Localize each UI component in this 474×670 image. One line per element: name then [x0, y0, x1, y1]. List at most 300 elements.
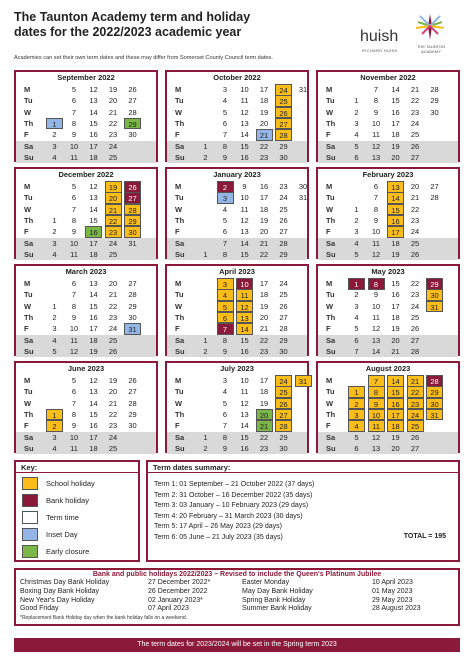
week-row [167, 289, 307, 301]
date-cell: 25 [108, 443, 118, 453]
day-label: F [24, 421, 29, 431]
week-row [318, 375, 458, 387]
day-label: Sa [326, 141, 336, 151]
academy-crest-icon [414, 12, 446, 42]
day-label: F [175, 324, 180, 334]
date-cell: 29 [426, 278, 443, 290]
date-cell: 27 [128, 279, 137, 288]
day-label: Th [326, 312, 336, 322]
term-line: Term 1: 01 September – 21 October 2022 (37 days) [154, 481, 315, 488]
date-cell: 20 [108, 279, 118, 288]
date-cell: 17 [259, 279, 269, 288]
date-cell: 3 [52, 324, 57, 334]
date-cell: 19 [105, 181, 122, 193]
day-label: F [326, 227, 331, 237]
day-label: Su [175, 152, 185, 162]
day-label: Tu [326, 387, 335, 397]
date-cell: 16 [387, 398, 404, 410]
week-row [318, 249, 458, 261]
date-cell: 6 [222, 118, 228, 128]
date-cell: 28 [124, 204, 141, 216]
date-cell: 24 [108, 141, 118, 151]
academy-logo-text: THE TAUNTON ACADEMY [416, 44, 445, 54]
week-row [167, 215, 307, 227]
week-row [167, 249, 307, 261]
date-cell: 26 [279, 301, 288, 311]
date-cell: 24 [108, 432, 118, 442]
date-cell: 19 [259, 398, 269, 408]
date-cell: 14 [240, 130, 249, 140]
date-cell: 26 [275, 107, 292, 119]
date-cell: 5 [354, 249, 359, 259]
date-cell: 21 [259, 324, 269, 334]
week-row [16, 301, 156, 313]
key-swatch [22, 494, 38, 507]
day-label: Sa [175, 432, 185, 442]
date-cell: 11 [240, 387, 249, 397]
date-cell: 6 [71, 387, 77, 397]
date-cell: 8 [373, 96, 379, 106]
day-label: M [175, 376, 182, 385]
key-swatch [22, 511, 38, 524]
day-label: M [24, 376, 31, 385]
date-cell: 26 [128, 85, 137, 94]
date-cell: 29 [426, 386, 443, 398]
date-cell: 10 [69, 432, 79, 442]
month-april-2023 [165, 264, 309, 356]
date-cell: 6 [354, 443, 359, 453]
date-cell: 25 [279, 204, 288, 214]
day-label: W [326, 301, 334, 311]
date-cell: 5 [222, 107, 228, 117]
day-label: W [326, 204, 334, 214]
date-cell: 26 [275, 398, 292, 410]
date-cell: 10 [371, 301, 381, 311]
date-cell: 18 [391, 238, 400, 248]
date-cell: 14 [387, 192, 404, 204]
date-cell: 26 [410, 141, 420, 151]
date-cell: 19 [108, 376, 118, 385]
date-cell: 9 [71, 421, 77, 431]
day-label: Su [326, 152, 336, 162]
key-item [22, 494, 132, 508]
week-row [16, 386, 156, 398]
date-cell: 14 [391, 85, 400, 94]
date-cell: 25 [108, 249, 118, 259]
week-row [16, 238, 156, 250]
date-cell: 28 [275, 420, 292, 432]
date-cell: 22 [410, 279, 420, 288]
week-row [167, 204, 307, 216]
date-cell: 7 [222, 238, 228, 248]
key-label: Term time [46, 513, 79, 522]
date-cell: 3 [217, 192, 234, 204]
date-cell: 14 [89, 107, 98, 117]
date-cell: 7 [222, 130, 228, 140]
key-label: Early closure [46, 547, 90, 556]
date-cell: 8 [368, 278, 385, 290]
date-cell: 20 [391, 335, 400, 345]
date-cell: 10 [236, 278, 253, 290]
week-row [318, 204, 458, 216]
date-cell: 7 [373, 193, 379, 203]
day-label: Th [326, 215, 336, 225]
day-label: M [175, 182, 182, 191]
month-july-2023 [165, 361, 309, 453]
date-cell: 5 [354, 432, 359, 442]
day-label: Sa [326, 238, 336, 248]
date-cell: 15 [240, 432, 249, 442]
date-cell: 8 [71, 215, 77, 225]
month-title: May 2023 [371, 267, 405, 276]
date-cell: 15 [89, 301, 98, 311]
date-cell: 1 [46, 409, 63, 421]
date-cell: 2 [52, 227, 57, 237]
day-label: W [24, 107, 32, 117]
date-cell: 29 [279, 335, 288, 345]
date-cell: 7 [71, 290, 77, 300]
date-cell: 5 [71, 182, 77, 191]
term-line: Term 6: 05 June – 21 July 2023 (35 days) [154, 533, 283, 541]
date-cell: 31 [295, 375, 312, 387]
week-row [167, 409, 307, 421]
page-title-line2: dates for the 2022/2023 academic year [14, 25, 242, 39]
date-cell: 13 [371, 335, 381, 345]
date-cell: 23 [407, 398, 424, 410]
key-item [22, 511, 132, 525]
date-cell: 31 [426, 409, 443, 421]
date-cell: 31 [426, 301, 443, 313]
day-label: M [175, 85, 182, 94]
month-title: August 2023 [365, 364, 411, 373]
week-row [318, 107, 458, 119]
date-cell: 7 [373, 85, 379, 94]
date-cell: 30 [426, 289, 443, 301]
day-label: Th [175, 118, 185, 128]
date-cell: 18 [89, 335, 98, 345]
day-label: Th [175, 409, 185, 419]
week-row [16, 181, 156, 193]
holiday-name: Easter Monday [242, 579, 290, 586]
date-cell: 15 [387, 204, 404, 216]
date-cell: 9 [222, 443, 228, 453]
date-cell: 12 [371, 141, 381, 151]
date-cell: 1 [203, 432, 208, 442]
key-swatch [22, 477, 38, 490]
term-total: TOTAL = 195 [403, 533, 446, 540]
date-cell: 24 [410, 301, 420, 311]
date-cell: 8 [71, 409, 77, 419]
week-row [318, 95, 458, 107]
day-label: Su [24, 443, 34, 453]
day-label: Tu [24, 96, 33, 106]
day-label: W [326, 398, 334, 408]
week-row [16, 95, 156, 107]
day-label: W [175, 204, 183, 214]
date-cell: 23 [259, 443, 269, 453]
date-cell: 23 [108, 312, 118, 322]
key-item [22, 477, 132, 491]
date-cell: 1 [354, 96, 359, 106]
day-label: M [24, 85, 31, 94]
date-cell: 8 [222, 249, 228, 259]
date-cell: 7 [71, 204, 77, 214]
date-cell: 1 [52, 301, 57, 311]
week-row [318, 443, 458, 455]
date-cell: 11 [372, 312, 380, 322]
day-label: Su [175, 249, 185, 259]
day-label: F [326, 130, 331, 140]
date-cell: 13 [240, 227, 249, 237]
date-cell: 20 [108, 387, 118, 397]
holiday-date: 29 May 2023 [372, 596, 413, 604]
date-cell: 12 [236, 301, 253, 313]
date-cell: 17 [387, 409, 404, 421]
date-cell: 20 [108, 96, 118, 106]
date-cell: 5 [354, 324, 359, 334]
month-title: June 2023 [67, 364, 105, 373]
day-label: Su [326, 443, 336, 453]
date-cell: 25 [108, 335, 118, 345]
date-cell: 16 [89, 312, 98, 322]
date-cell: 18 [89, 443, 98, 453]
date-cell: 12 [371, 432, 381, 442]
week-row [318, 141, 458, 153]
date-cell: 2 [354, 215, 359, 225]
week-row [318, 278, 458, 290]
date-cell: 27 [128, 387, 137, 397]
date-cell: 26 [128, 376, 137, 385]
date-cell: 13 [371, 152, 381, 162]
date-cell: 28 [430, 193, 439, 203]
term-line: Term 4: 20 February – 31 March 2023 (30 days) [154, 512, 303, 520]
day-label: M [326, 85, 333, 94]
date-cell: 13 [371, 443, 381, 453]
day-label: W [175, 398, 183, 408]
date-cell: 21 [105, 204, 122, 216]
week-row [167, 335, 307, 347]
month-title: October 2022 [213, 73, 261, 82]
date-cell: 10 [240, 376, 249, 385]
week-row [16, 141, 156, 153]
day-label: Th [24, 215, 34, 225]
month-march-2023 [14, 264, 158, 356]
date-cell: 10 [368, 409, 385, 421]
week-row [318, 215, 458, 227]
date-cell: 4 [52, 249, 57, 259]
week-row [318, 301, 458, 313]
date-cell: 25 [410, 130, 420, 140]
holiday-name: Boxing Day Bank Holiday [20, 587, 99, 595]
month-title: July 2023 [220, 364, 254, 373]
day-label: Th [175, 215, 185, 225]
date-cell: 12 [69, 346, 79, 356]
date-cell: 14 [236, 323, 253, 335]
date-cell: 22 [410, 96, 420, 106]
date-cell: 22 [259, 141, 269, 151]
week-row [318, 84, 458, 96]
week-row [167, 312, 307, 324]
date-cell: 30 [279, 152, 288, 162]
week-row [167, 346, 307, 358]
date-cell: 13 [89, 387, 98, 397]
date-cell: 23 [279, 182, 288, 191]
day-label: F [175, 227, 180, 237]
date-cell: 11 [372, 238, 380, 248]
date-cell: 15 [391, 96, 400, 106]
week-row [167, 129, 307, 141]
week-row [16, 335, 156, 347]
date-cell: 24 [108, 238, 118, 248]
month-june-2023 [14, 361, 158, 453]
date-cell: 18 [387, 420, 404, 432]
date-cell: 9 [71, 312, 77, 322]
week-row [167, 152, 307, 164]
key-box [14, 460, 140, 562]
date-cell: 13 [89, 193, 98, 203]
week-row [167, 398, 307, 410]
month-title: November 2022 [360, 73, 416, 82]
date-cell: 11 [70, 335, 78, 345]
key-swatch [22, 528, 38, 541]
date-cell: 24 [108, 324, 118, 334]
date-cell: 29 [430, 96, 439, 106]
holiday-date: 10 April 2023 [372, 579, 413, 586]
date-cell: 14 [89, 204, 98, 214]
day-label: F [24, 324, 29, 334]
date-cell: 9 [71, 227, 77, 237]
date-cell: 31 [124, 323, 141, 335]
day-label: W [326, 107, 334, 117]
date-cell: 3 [222, 376, 228, 385]
date-cell: 28 [128, 107, 137, 117]
date-cell: 15 [89, 118, 98, 128]
date-cell: 19 [108, 85, 118, 94]
date-cell: 27 [279, 227, 288, 237]
date-cell: 27 [124, 192, 141, 204]
date-cell: 21 [259, 238, 269, 248]
day-label: Su [175, 443, 185, 453]
date-cell: 5 [52, 346, 57, 356]
date-cell: 13 [89, 279, 98, 288]
date-cell: 5 [222, 215, 228, 225]
date-cell: 1 [203, 335, 208, 345]
week-row [16, 152, 156, 164]
date-cell: 18 [89, 152, 98, 162]
date-cell: 20 [391, 443, 400, 453]
date-cell: 20 [391, 152, 400, 162]
week-row [318, 118, 458, 130]
day-label: F [175, 130, 180, 140]
page-title-line1: The Taunton Academy term and holiday [14, 10, 251, 24]
day-label: F [326, 324, 331, 334]
holiday-name: Summer Bank Holiday [242, 605, 312, 613]
month-title: March 2023 [65, 267, 107, 276]
date-cell: 5 [222, 398, 228, 408]
holiday-name: New Year's Day Holiday [20, 596, 95, 604]
day-label: M [326, 376, 333, 385]
date-cell: 28 [128, 398, 137, 408]
week-row [167, 226, 307, 238]
date-cell: 20 [105, 192, 122, 204]
key-item [22, 545, 132, 559]
date-cell: 28 [426, 375, 443, 387]
date-cell: 4 [354, 238, 359, 248]
date-cell: 19 [391, 432, 400, 442]
date-cell: 31 [128, 238, 137, 248]
date-cell: 30 [128, 421, 137, 431]
day-label: F [175, 421, 180, 431]
holiday-date: 27 December 2022* [148, 579, 211, 586]
date-cell: 16 [391, 290, 400, 300]
week-row [318, 335, 458, 347]
date-cell: 22 [259, 335, 269, 345]
date-cell: 24 [275, 84, 292, 96]
date-cell: 21 [407, 375, 424, 387]
day-label: Su [24, 249, 34, 259]
week-row [167, 238, 307, 250]
date-cell: 8 [368, 386, 385, 398]
week-row [167, 375, 307, 387]
date-cell: 22 [410, 204, 420, 214]
date-cell: 5 [354, 141, 359, 151]
week-row [16, 118, 156, 130]
date-cell: 12 [371, 249, 381, 259]
date-cell: 16 [259, 182, 269, 191]
date-cell: 21 [391, 346, 400, 356]
day-label: M [24, 182, 31, 191]
calendar-grid [14, 70, 460, 454]
date-cell: 8 [373, 204, 379, 214]
week-row [167, 181, 307, 193]
date-cell: 19 [259, 215, 269, 225]
day-label: M [326, 182, 333, 191]
date-cell: 26 [410, 249, 420, 259]
date-cell: 21 [108, 290, 118, 300]
key-label: Bank holiday [46, 496, 89, 505]
date-cell: 6 [373, 182, 379, 191]
key-heading: Key: [16, 462, 138, 473]
date-cell: 28 [279, 324, 288, 334]
date-cell: 12 [371, 324, 381, 334]
date-cell: 9 [222, 152, 228, 162]
day-label: W [24, 301, 32, 311]
date-cell: 18 [259, 290, 269, 300]
date-cell: 18 [259, 96, 269, 106]
term-summary-heading: Term dates summary: [148, 462, 458, 473]
date-cell: 22 [407, 386, 424, 398]
date-cell: 6 [71, 279, 77, 288]
week-row [318, 289, 458, 301]
date-cell: 29 [124, 118, 141, 130]
date-cell: 19 [391, 249, 400, 259]
day-label: Su [326, 346, 336, 356]
day-label: Sa [24, 432, 34, 442]
day-label: Su [175, 346, 185, 356]
date-cell: 25 [275, 386, 292, 398]
date-cell: 28 [279, 238, 288, 248]
date-cell: 27 [430, 182, 439, 191]
date-cell: 27 [279, 312, 288, 322]
date-cell: 13 [240, 118, 249, 128]
day-label: Tu [175, 387, 184, 397]
week-row [167, 141, 307, 153]
holiday-name: Spring Bank Holiday [242, 596, 306, 604]
date-cell: 16 [240, 346, 249, 356]
date-cell: 3 [52, 238, 57, 248]
date-cell: 7 [217, 323, 234, 335]
day-label: Sa [326, 335, 336, 345]
